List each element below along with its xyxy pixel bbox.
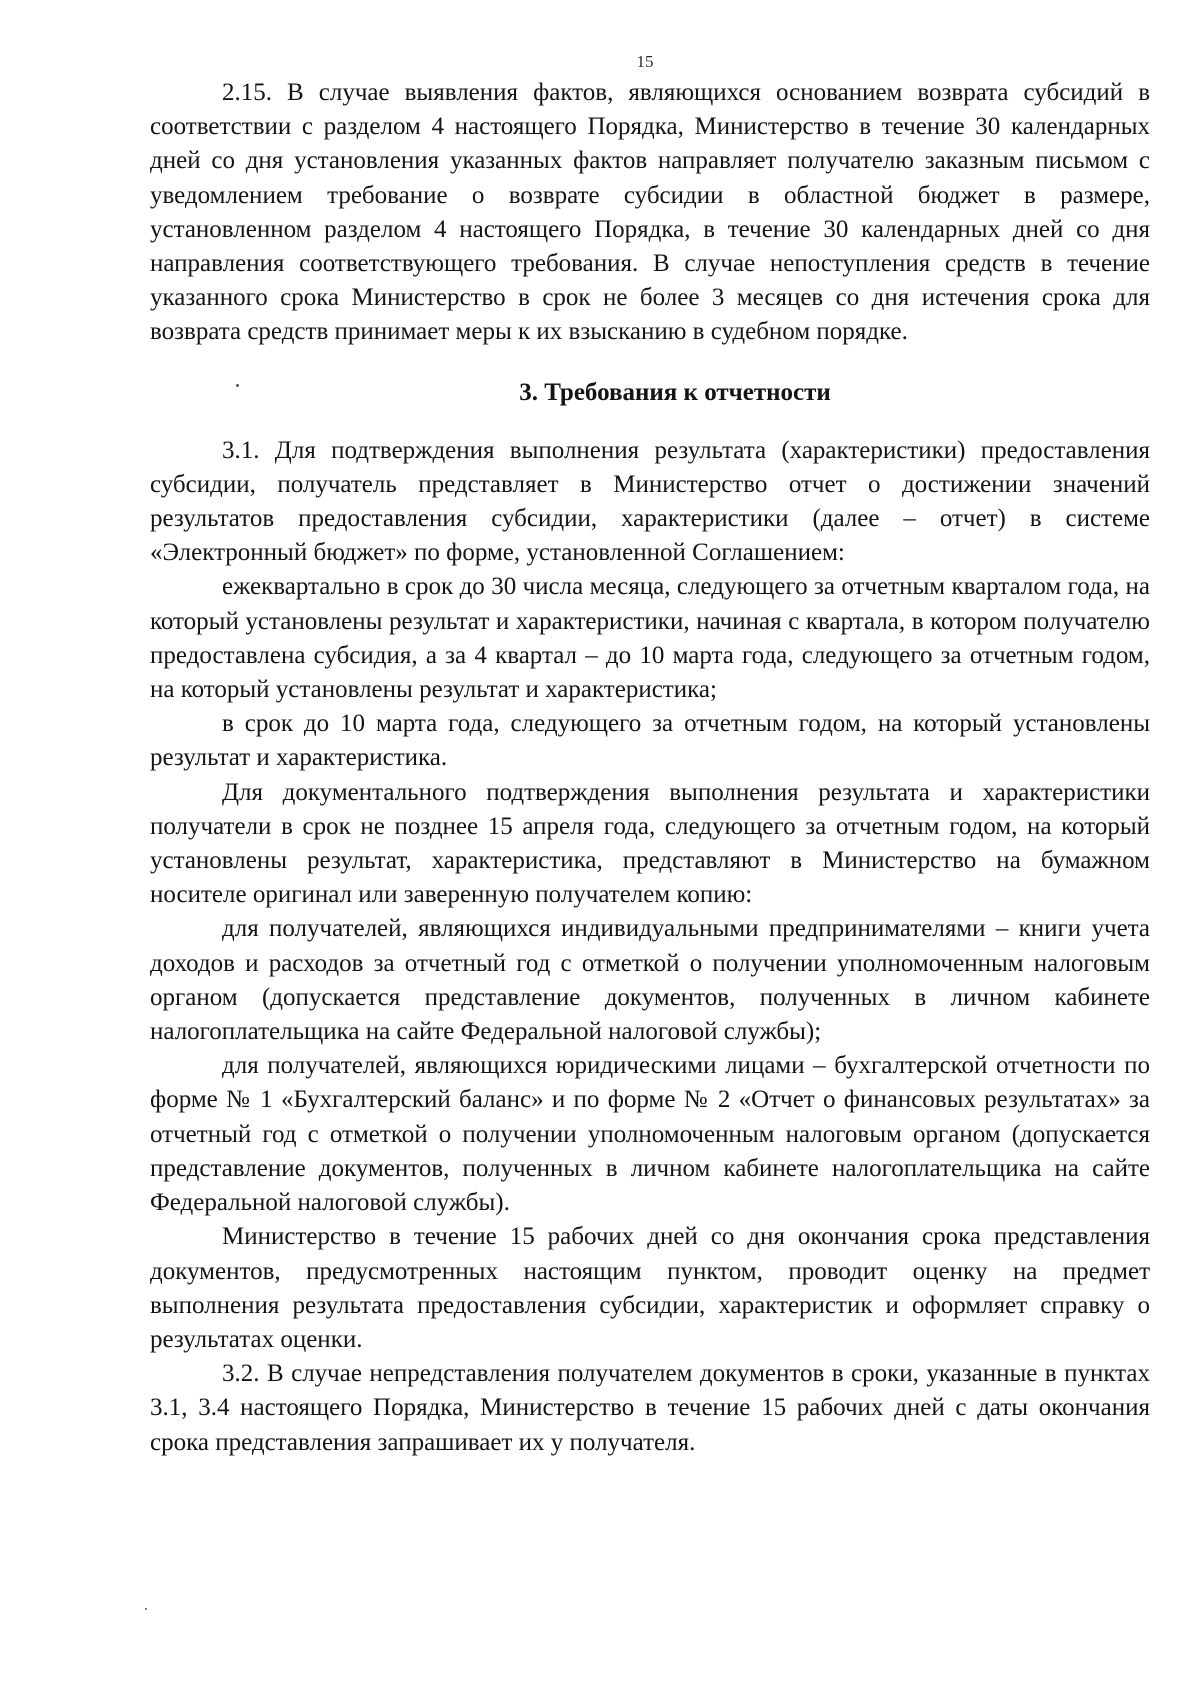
page-number: 15 — [636, 52, 654, 71]
paragraph-legal-entities: для получателей, являющихся юридическими лицами – бухгалтерской отчетности по форме № 1 «Бухгалтерский баланс» и по форме № 2 «Отчет о финансовых результатах» за отчетный год с отметкой о получении уполномоченным налоговым органом (допускается представление документов, полученных в личном кабинете налогоплательщика на сайте Федеральной налоговой службы). — [150, 1052, 1150, 1217]
spacer — [150, 350, 1150, 376]
paragraph-documentary-confirmation: Для документального подтверждения выполнения результата и характеристики получатели в срок не позднее 15 апреля года, следующего за отчетным годом, на который установлены результат, характеристика, представляют в Министерство на бумажном носителе оригинал или заверенную получателем копию: — [150, 778, 1150, 909]
scan-speck — [145, 1608, 147, 1610]
paragraph-3-1: 3.1. Для подтверждения выполнения результата (характеристики) предоставления субсидии, получатель представляет в Министерство отчет о достижении значений результатов предоставления субсидии, характеристики (далее – отчет) в системе «Электронный бюджет» по форме, установленной Соглашением: — [150, 436, 1150, 567]
paragraph-individual-entrepreneurs: для получателей, являющихся индивидуальными предпринимателями – книги учета доходов и расходов за отчетный год с отметкой о получении уполномоченным налоговым органом (допускается представление документов, полученных в личном кабинете налогоплательщика на сайте Федеральной налоговой службы); — [150, 915, 1150, 1046]
paragraph-quarterly-deadline: ежеквартально в срок до 30 числа месяца, следующего за отчетным кварталом года, на который установлены результат и характеристики, начиная с квартала, в котором получателю предоставлена субсидия, а за 4 квартал – до 10 марта года, следующего за отчетным годом, на который установлены результат и характеристика; — [150, 573, 1150, 704]
spacer — [150, 410, 1150, 434]
paragraph-ministry-assessment: Министерство в течение 15 рабочих дней со дня окончания срока представления документов, предусмотренных настоящим пунктом, проводит оценку на предмет выполнения результата предоставления субсидии, характеристик и оформляет справку о результатах оценки. — [150, 1223, 1150, 1353]
paragraph-annual-deadline: в срок до 10 марта года, следующего за отчетным годом, на который установлены результат и характеристика. — [150, 710, 1150, 772]
section-title: 3. Требования к отчетности — [519, 378, 831, 406]
paragraph-2-15: 2.15. В случае выявления фактов, являющихся основанием возврата субсидий в соответствии с разделом 4 настоящего Порядка, Министерство в течение 30 календарных дней со дня установления указанных фактов направляет получателю заказным письмом с уведомлением требование о возврате субсидии в областной бюджет в размере, установленном разделом 4 настоящего Порядка, в течение 30 календарных дней со дня направления соответствующего требования. В случае непоступления средств в течение указанного срока Министерство в срок не более 3 месяцев со дня истечения срока для возврата средств принимает меры к их взысканию в судебном порядке. — [150, 79, 1150, 346]
document-body — [150, 76, 1150, 1460]
paragraph-3-2: 3.2. В случае непредставления получателем документов в сроки, указанные в пунктах 3.1, 3.4 настоящего Порядка, Министерство в течение 15 рабочих дней с даты окончания срока представления запрашивает их у получателя. — [150, 1360, 1150, 1456]
